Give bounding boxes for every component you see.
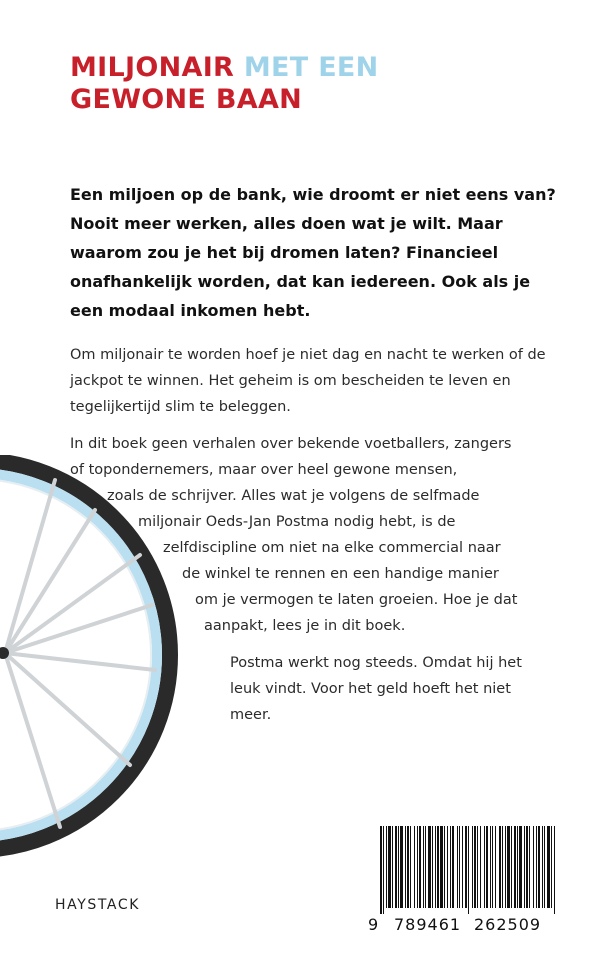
barcode-bar — [472, 826, 473, 908]
barcode-bar — [437, 826, 439, 908]
barcode-bar — [425, 826, 426, 908]
barcode-bar — [450, 826, 451, 908]
barcode-bar — [417, 826, 418, 908]
barcode-bar — [419, 826, 421, 908]
barcode-bar — [511, 826, 512, 908]
barcode-bar — [538, 826, 540, 908]
barcode-bar — [554, 826, 555, 914]
barcode-bar — [423, 826, 424, 908]
body-paragraph-3: Postma werkt nog steeds. Omdat hij het leuk vindt. Voor het geld hoeft het niet meer. — [230, 655, 522, 723]
book-title — [70, 52, 379, 116]
barcode-bar — [490, 826, 491, 908]
barcode-bar — [495, 826, 496, 908]
barcode-bar — [452, 826, 454, 908]
barcode-bar — [514, 826, 516, 908]
lead-paragraph: Een miljoen op de bank, wie droomt er niet eens van? Nooit meer werken, alles doen wat je wilt. Maar waarom zou je het bij dromen laten? Financieel onafhankelijk worden, dat kan iedereen. Ook als je een modaal inkomen hebt. — [70, 185, 556, 320]
barcode-bar — [526, 826, 528, 908]
barcode-bar — [435, 826, 436, 908]
barcode-bar — [388, 826, 391, 908]
barcode-bar — [505, 826, 506, 908]
barcode-bar — [400, 826, 403, 908]
barcode-bar — [383, 826, 384, 914]
barcode-bar — [484, 826, 485, 908]
barcode-bar — [524, 826, 525, 908]
isbn-first-digit: 9 — [368, 915, 380, 934]
barcode-bar — [536, 826, 537, 908]
barcode-bar — [459, 826, 460, 908]
barcode-bar — [551, 826, 552, 908]
barcode-bar — [480, 826, 481, 908]
isbn-group-2: 262509 — [474, 915, 542, 934]
barcode-bar — [468, 826, 469, 914]
barcode-bar — [542, 826, 543, 908]
paragraph-2-line: om je vermogen te laten groeien. Hoe je dat — [195, 592, 518, 608]
barcode-bar — [380, 826, 382, 914]
body-paragraph-1: Om miljonair te worden hoef je niet dag en nacht te werken of de jackpot te winnen. Het geheim is om bescheiden te leven en tegelijkertijd slim te beleggen. — [70, 347, 546, 415]
barcode-bar — [465, 826, 467, 908]
barcode-bar — [477, 826, 478, 908]
barcode-bar — [499, 826, 501, 908]
barcode-bar — [492, 826, 493, 908]
barcode-bar — [407, 826, 409, 908]
barcode-bar — [392, 826, 393, 908]
barcode-bar — [502, 826, 503, 908]
barcode-bar — [386, 826, 387, 908]
title-words-met-een: MET EEN — [243, 52, 379, 83]
publisher-logo: HAYSTACK — [55, 897, 141, 913]
barcode-bar — [428, 826, 431, 908]
barcode-bar — [395, 826, 397, 908]
barcode-bar — [486, 826, 488, 908]
title-word-miljonair: MILJONAIR — [70, 52, 235, 83]
barcode-bar — [507, 826, 510, 908]
barcode-bar — [398, 826, 399, 908]
barcode-bar — [410, 826, 411, 908]
barcode-bar — [447, 826, 448, 908]
barcode-bar — [444, 826, 445, 908]
barcode-bar — [517, 826, 518, 908]
barcode-bar — [462, 826, 463, 908]
barcode-bar — [440, 826, 443, 908]
title-line-gewone-baan: GEWONE BAAN — [70, 84, 303, 115]
isbn-barcode — [368, 818, 562, 936]
barcode-bar — [519, 826, 522, 908]
barcode-bar — [457, 826, 458, 908]
paragraph-2-line: zoals de schrijver. Alles wat je volgens de selfmade — [107, 488, 480, 504]
barcode-bar — [474, 826, 476, 908]
barcode-bar — [547, 826, 550, 908]
paragraph-2-line: of topondernemers, maar over heel gewone mensen, — [70, 462, 458, 478]
paragraph-2-line: zelfdiscipline om niet na elke commercial naar — [163, 540, 501, 556]
barcode-bar — [533, 826, 534, 908]
paragraph-2-line: miljonair Oeds-Jan Postma nodig hebt, is de — [138, 514, 456, 530]
barcode-bar — [405, 826, 406, 908]
barcode-bar — [432, 826, 433, 908]
paragraph-2-line: aanpakt, lees je in dit boek. — [204, 618, 406, 634]
barcode-bar — [414, 826, 415, 908]
paragraph-2-line: In dit boek geen verhalen over bekende voetballers, zangers — [70, 436, 512, 452]
barcode-bar — [529, 826, 530, 908]
barcode-bar — [544, 826, 545, 908]
barcode-bars — [380, 826, 560, 914]
isbn-group-1: 789461 — [394, 915, 462, 934]
paragraph-2-line: de winkel te rennen en een handige manier — [182, 566, 499, 582]
